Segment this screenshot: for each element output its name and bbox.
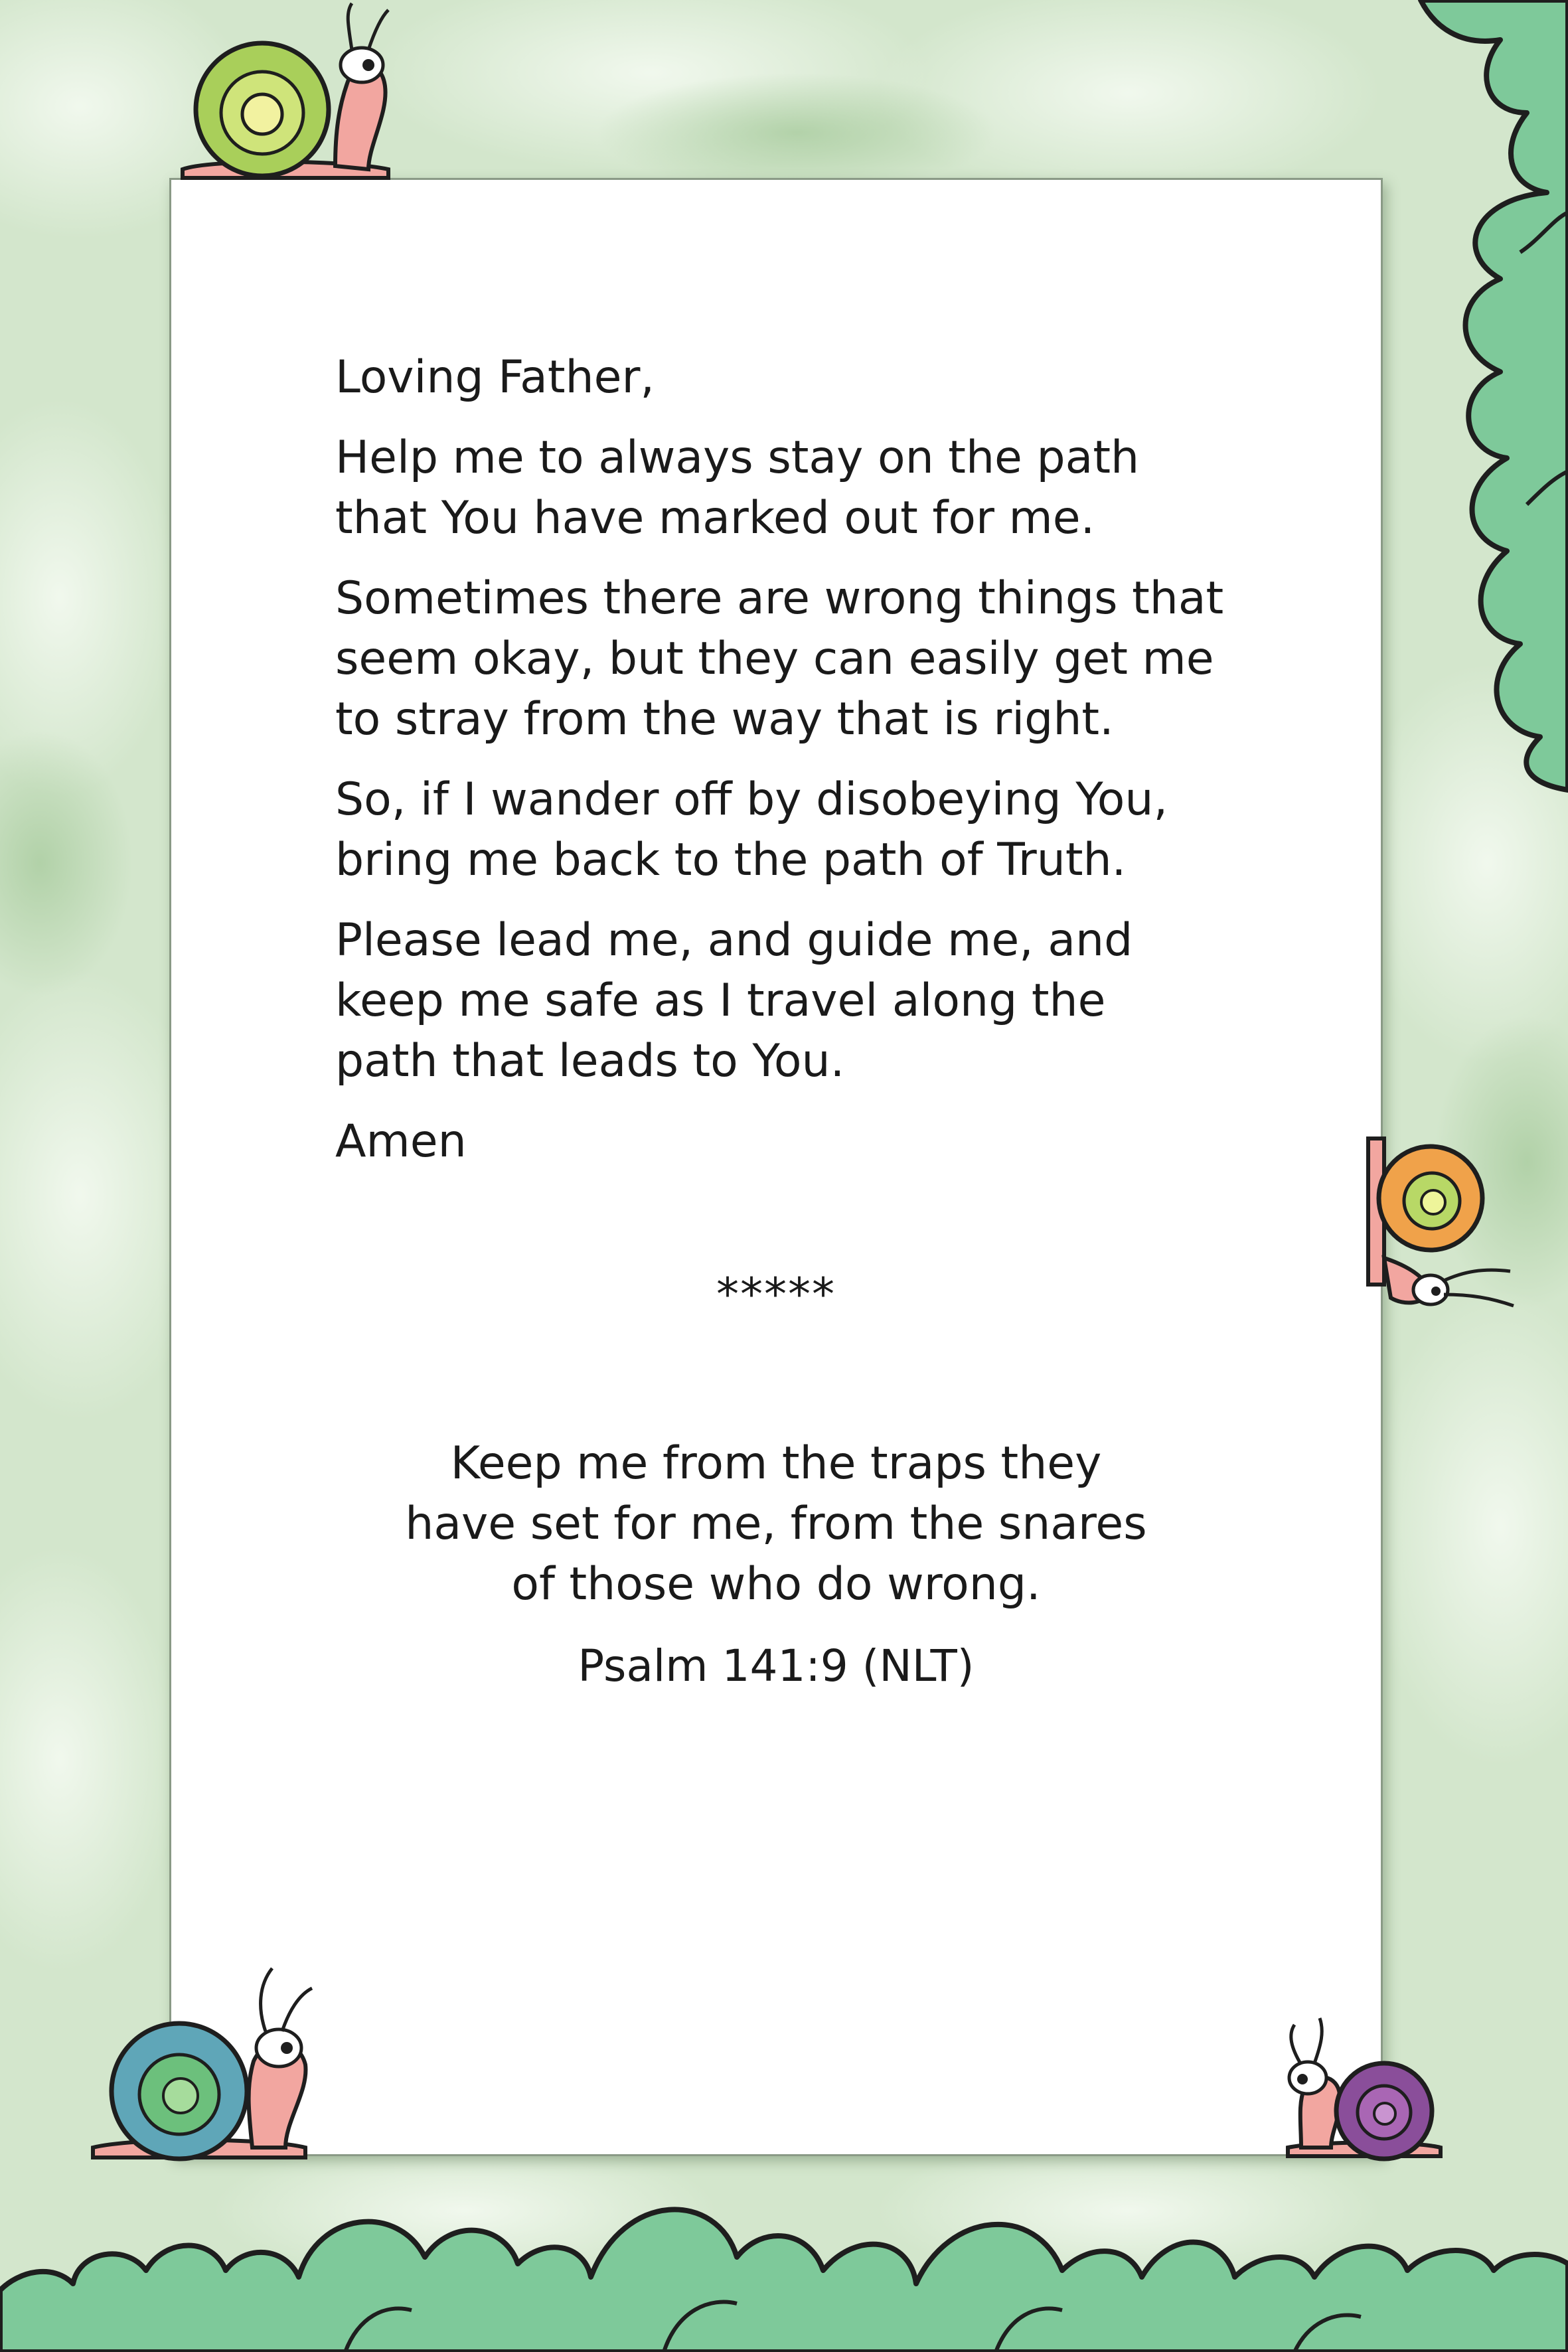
prayer-paragraph: Please lead me, and guide me, and keep me safe as I travel along the path that leads to You. [335,914,1133,1087]
prayer-closing: Amen [335,1115,467,1168]
verse-reference: Psalm 141:9 (NLT) [578,1640,975,1691]
prayer-paragraph: So, if I wander off by disobeying You, bring me back to the path of Truth. [335,773,1168,886]
snail-icon [169,0,422,186]
prayer-greeting: Loving Father, [335,351,655,404]
prayer-paragraph: Sometimes there are wrong things that seem okay, but they can easily get me to stray from the way that is right. [335,572,1224,745]
snail-icon [1364,1132,1524,1318]
verse-text: Keep me from the traps they have set for me, from the snares of those who do wrong. [405,1437,1147,1610]
snail-icon [80,1955,345,2167]
prayer-text [335,347,1278,1192]
prayer-card [169,178,1383,2156]
prayer-paragraph: Help me to always stay on the path that You have marked out for me. [335,431,1140,544]
snail-icon [1261,2011,1460,2171]
separator: ***** [716,1269,836,1321]
